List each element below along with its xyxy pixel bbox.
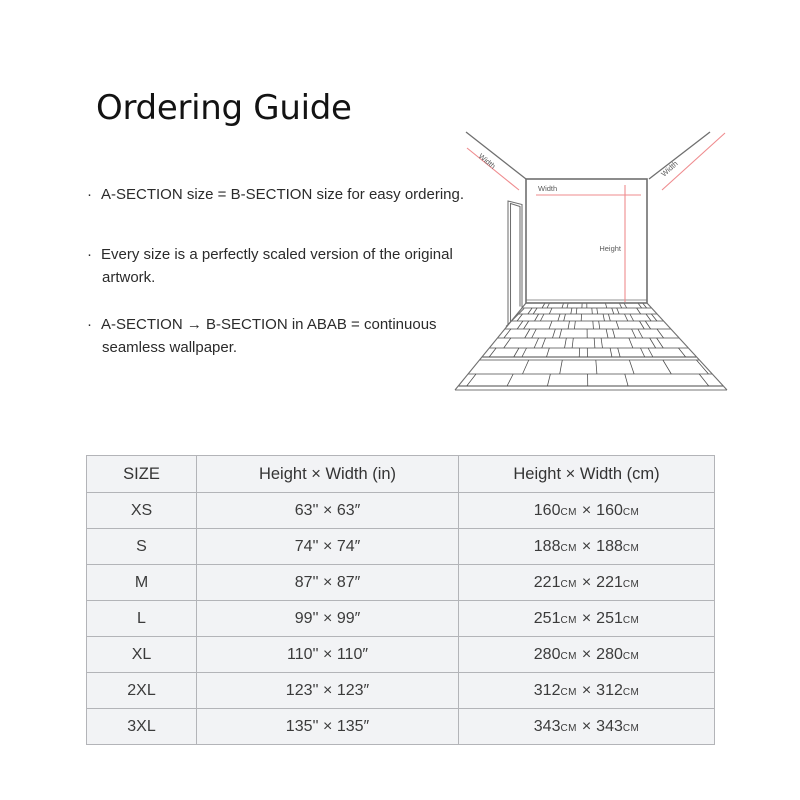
cell-inches: 99'' × 99″ (197, 601, 459, 637)
bullet-dot: · (87, 316, 92, 333)
cell-size: 2XL (87, 673, 197, 709)
cell-cm: 280CM × 280CM (459, 637, 715, 673)
note-line: A-SECTION size = B-SECTION size for easy ordering. (101, 186, 465, 203)
cell-inches: 135'' × 135″ (197, 709, 459, 745)
cell-cm: 251CM × 251CM (459, 601, 715, 637)
table-row (87, 637, 715, 673)
cell-cm: 343CM × 343CM (459, 709, 715, 745)
cell-cm: 160CM × 160CM (459, 493, 715, 529)
note-line: A-SECTION → B-SECTION in ABAB = continuous (101, 316, 437, 333)
header-size: SIZE (87, 456, 197, 493)
cell-cm: 221CM × 221CM (459, 565, 715, 601)
cell-inches: 123'' × 123″ (197, 673, 459, 709)
cell-inches: 63'' × 63″ (197, 493, 459, 529)
width-measure-left (467, 148, 519, 190)
cell-size: M (87, 565, 197, 601)
page-title: Ordering Guide (96, 88, 352, 128)
cell-size: L (87, 601, 197, 637)
floor-edge-right (647, 303, 727, 390)
table-row (87, 673, 715, 709)
table-row (87, 565, 715, 601)
width-label-right: Width (659, 158, 680, 179)
header-cm: Height × Width (cm) (459, 456, 715, 493)
table-row (87, 493, 715, 529)
note-item (87, 183, 487, 206)
width-label-left: Width (476, 151, 498, 171)
note-item (87, 313, 487, 359)
height-label-wall: Height (599, 244, 621, 253)
door (506, 201, 524, 327)
tiled-floor (455, 303, 727, 390)
table-row (87, 709, 715, 745)
cell-cm: 188CM × 188CM (459, 529, 715, 565)
width-label-wall: Width (538, 184, 558, 193)
size-table (86, 455, 715, 745)
bullet-dot: · (87, 246, 92, 263)
table-header-row (87, 456, 715, 493)
cell-size: XL (87, 637, 197, 673)
cell-size: S (87, 529, 197, 565)
header-inches: Height × Width (in) (197, 456, 459, 493)
note-item (87, 243, 487, 289)
back-wall (526, 179, 647, 303)
cell-inches: 87'' × 87″ (197, 565, 459, 601)
cell-size: 3XL (87, 709, 197, 745)
cell-cm: 312CM × 312CM (459, 673, 715, 709)
cell-inches: 110'' × 110″ (197, 637, 459, 673)
cell-size: XS (87, 493, 197, 529)
note-line: seamless wallpaper. (102, 339, 238, 356)
table-row (87, 601, 715, 637)
note-line: Every size is a perfectly scaled version of the original (101, 246, 453, 263)
table-row (87, 529, 715, 565)
room-illustration (445, 100, 735, 395)
bullet-dot: · (87, 186, 92, 203)
note-line: artwork. (102, 269, 156, 286)
cell-inches: 74'' × 74″ (197, 529, 459, 565)
